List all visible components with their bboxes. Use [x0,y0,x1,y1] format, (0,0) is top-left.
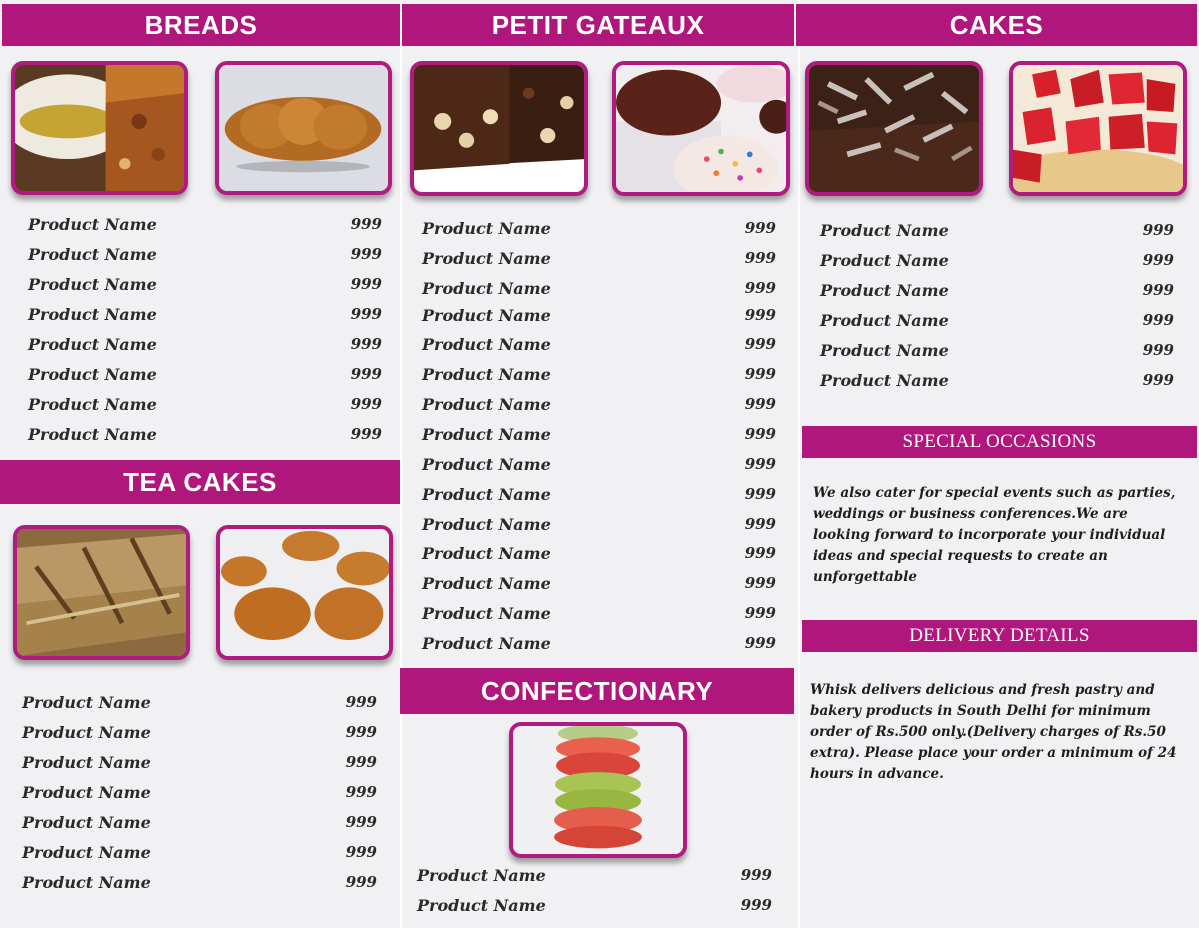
cakes-photo-1 [805,61,983,196]
cakes-photo-2 [1009,61,1187,196]
list-item: Product Name 999 [417,866,772,885]
confectionary-photo [509,722,687,858]
breads-header: BREADS [2,4,400,46]
list-item: Product Name 999 [28,275,382,294]
list-item: Product Name 999 [422,365,776,384]
special-occasions-text: We also cater for special events such as parties, weddings or business conferences.We are looking forward to incorporate your individual ideas and special requests to create an unforgettable [813,485,1176,585]
breads-photo-1 [11,61,188,195]
list-item: Product Name 999 [422,574,776,593]
list-item: Product Name 999 [22,723,377,742]
tea-cakes-photo-1 [13,525,190,660]
list-item: Product Name 999 [28,395,382,414]
list-item: Product Name 999 [422,335,776,354]
list-item: Product Name 999 [422,604,776,623]
list-item: Product Name 999 [28,365,382,384]
special-occasions-header: SPECIAL OCCASIONS [802,426,1197,458]
list-item: Product Name 999 [22,813,377,832]
list-item: Product Name 999 [417,896,772,915]
list-item: Product Name 999 [422,306,776,325]
list-item: Product Name 999 [422,485,776,504]
list-item: Product Name 999 [422,544,776,563]
list-item: Product Name 999 [22,753,377,772]
list-item: Product Name 999 [820,251,1174,270]
delivery-details-header: DELIVERY DETAILS [802,620,1197,652]
list-item: Product Name 999 [422,634,776,653]
list-item: Product Name 999 [422,249,776,268]
middle-panel [402,0,798,928]
petit-gateaux-photo-2 [612,61,790,196]
list-item: Product Name 999 [422,425,776,444]
list-item: Product Name 999 [28,245,382,264]
list-item: Product Name 999 [820,341,1174,360]
petit-gateaux-header: PETIT GATEAUX [402,4,794,46]
left-panel [0,0,400,928]
list-item: Product Name 999 [28,215,382,234]
list-item: Product Name 999 [422,455,776,474]
list-item: Product Name 999 [422,279,776,298]
list-item: Product Name 999 [820,311,1174,330]
breads-photo-2 [215,61,392,195]
tea-cakes-photo-2 [216,525,393,660]
list-item: Product Name 999 [22,843,377,862]
tea-cakes-header: TEA CAKES [0,460,400,504]
delivery-details-text: Whisk delivers delicious and fresh pastry and bakery products in South Delhi for minimum order of Rs.500 only.(Delivery charges of Rs.50 extra). Please place your order a minimum of 24 hours in advance. [810,682,1177,782]
list-item: Product Name 999 [422,395,776,414]
list-item: Product Name 999 [820,371,1174,390]
list-item: Product Name 999 [28,305,382,324]
list-item: Product Name 999 [22,783,377,802]
list-item: Product Name 999 [820,221,1174,240]
list-item: Product Name 999 [28,335,382,354]
list-item: Product Name 999 [820,281,1174,300]
list-item: Product Name 999 [422,515,776,534]
list-item: Product Name 999 [22,693,377,712]
list-item: Product Name 999 [28,425,382,444]
petit-gateaux-photo-1 [410,61,588,196]
confectionary-header: CONFECTIONARY [400,668,794,714]
right-panel [800,0,1199,928]
cakes-header: CAKES [796,4,1197,46]
list-item: Product Name 999 [422,219,776,238]
list-item: Product Name 999 [22,873,377,892]
